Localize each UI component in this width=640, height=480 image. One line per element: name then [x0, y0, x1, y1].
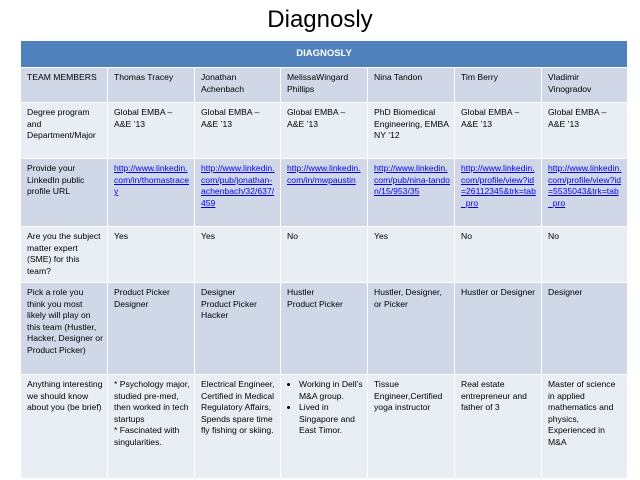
member-interesting: * Psychology major, studied pre-med, then worked in tech startups * Fascinated with singularities. [108, 375, 195, 479]
member-interesting: Tissue Engineer,Certified yoga instructor [368, 375, 455, 479]
row-label-degree: Degree program and Department/Major [21, 103, 108, 159]
linkedin-link[interactable]: http://www.linkedin.com/pub/jonathan-achenbach/32/637/459 [201, 163, 275, 208]
team-table [20, 40, 628, 479]
member-role: Product Picker Designer [108, 283, 195, 375]
member-sme: Yes [195, 227, 281, 283]
linkedin-link[interactable]: http://www.linkedin.com/profile/view?id=5535043&trk=tab_pro [548, 163, 622, 208]
member-degree: Global EMBA – A&E ’13 [542, 103, 628, 159]
member-degree: Global EMBA – A&E ’13 [455, 103, 542, 159]
linkedin-link[interactable]: http://www.linkedin.com/in/mwpaustin [287, 163, 361, 185]
member-linkedin-cell [281, 159, 368, 227]
table-row [21, 68, 628, 103]
member-sme: No [281, 227, 368, 283]
interesting-bullet-list [287, 379, 363, 437]
row-label-role: Pick a role you think you most likely will play on this team (Hustler, Hacker, Designer or Product Picker) [21, 283, 108, 375]
table-row [21, 283, 628, 375]
interesting-bullet: • Working in Dell’s M&A group. [299, 379, 363, 402]
row-label-team-members: TEAM MEMBERS [21, 68, 108, 103]
member-role: Designer Product Picker Hacker [195, 283, 281, 375]
member-interesting: Real estate entrepreneur and father of 3 [455, 375, 542, 479]
member-linkedin-cell [195, 159, 281, 227]
member-linkedin-cell [542, 159, 628, 227]
member-sme: Yes [368, 227, 455, 283]
member-role: Designer [542, 283, 628, 375]
member-sme: No [542, 227, 628, 283]
member-degree: Global EMBA – A&E ’13 [195, 103, 281, 159]
member-linkedin-cell [108, 159, 195, 227]
member-interesting [281, 375, 368, 479]
row-label-interesting: Anything interesting we should know about you (be brief) [21, 375, 108, 479]
table-row [21, 103, 628, 159]
member-role: Hustler or Designer [455, 283, 542, 375]
member-degree: Global EMBA – A&E ’13 [281, 103, 368, 159]
linkedin-link[interactable]: http://www.linkedin.com/profile/view?id=26112345&trk=tab_pro [461, 163, 536, 208]
member-interesting: Master of science in applied mathematics and physics, Experienced in M&A [542, 375, 628, 479]
member-linkedin-cell [455, 159, 542, 227]
member-degree: PhD Biomedical Engineering, EMBA NY ’12 [368, 103, 455, 159]
linkedin-link[interactable]: http://www.linkedin.com/pub/nina-tandon/15/953/35 [374, 163, 450, 197]
row-label-sme: Are you the subject matter expert (SME) for this team? [21, 227, 108, 283]
table-row [21, 375, 628, 479]
member-name: Thomas Tracey [108, 68, 195, 103]
member-name: Vladimir Vinogradov [542, 68, 628, 103]
member-name: Nina Tandon [368, 68, 455, 103]
member-name: Tim Berry [455, 68, 542, 103]
member-sme: No [455, 227, 542, 283]
table-row [21, 159, 628, 227]
member-name: Jonathan Achenbach [195, 68, 281, 103]
member-name: MelissaWingard Phillips [281, 68, 368, 103]
member-role: Hustler, Designer, or Picker [368, 283, 455, 375]
member-linkedin-cell [368, 159, 455, 227]
member-sme: Yes [108, 227, 195, 283]
table-row [21, 227, 628, 283]
member-role: Hustler Product Picker [281, 283, 368, 375]
member-interesting: Electrical Engineer, Certified in Medical Regulatory Affairs, Spends spare time fly fishing or skiing. [195, 375, 281, 479]
interesting-bullet: • Lived in Singapore and East Timor. [299, 402, 363, 437]
slide-title: Diagnosly [267, 6, 373, 33]
linkedin-link[interactable]: http://www.linkedin.com/in/thomastracey [114, 163, 189, 197]
member-degree: Global EMBA – A&E ’13 [108, 103, 195, 159]
row-label-linkedin: Provide your LinkedIn public profile URL [21, 159, 108, 227]
table-banner: DIAGNOSLY [21, 41, 628, 68]
